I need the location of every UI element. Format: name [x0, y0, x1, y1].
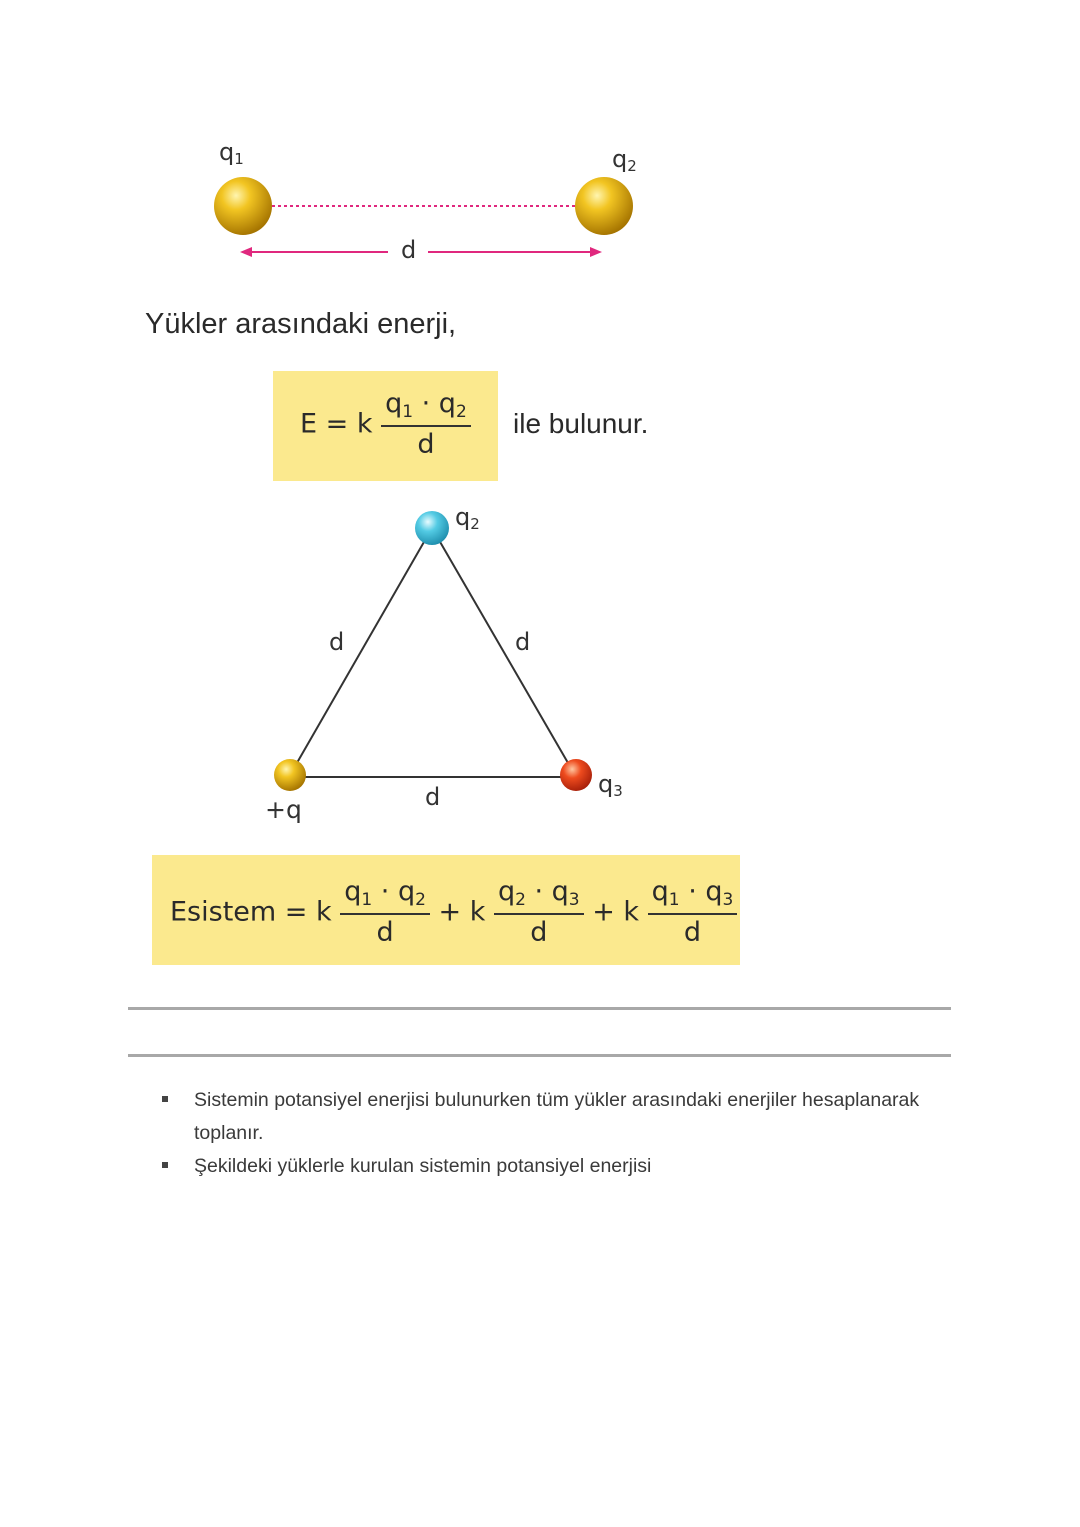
- triangle-figure: [260, 500, 620, 810]
- charge-plus-q-sphere: [274, 759, 306, 791]
- charge-q2-sphere: [575, 177, 633, 235]
- system-energy-formula: [170, 876, 737, 948]
- plus-q-label: +q: [265, 795, 302, 824]
- divider-1: [128, 1007, 951, 1010]
- bullet-square-icon: [162, 1162, 168, 1168]
- triangle-side-right: [432, 528, 575, 775]
- charge-q1-label: $q_1$: [219, 138, 244, 168]
- charge-q2-top-label: $q_2$: [455, 503, 480, 533]
- system-term-1: $\frac{q_1 \cdot q_2}{d}$: [340, 876, 430, 948]
- list-item: Sistemin potansiyel enerjisi bulunurken tüm yükler arasındaki enerjiler hesaplanarak toplanır.: [160, 1084, 960, 1150]
- formula-denominator: d: [417, 429, 435, 460]
- triangle-side-left: [290, 528, 432, 775]
- bullet-list: [160, 1084, 960, 1183]
- arrowhead-left: [240, 247, 252, 257]
- charge-q1-sphere: [214, 177, 272, 235]
- two-charge-figure: [200, 160, 660, 280]
- side-bottom-label: d: [425, 783, 441, 811]
- formula-numerator: $q_1 \cdot q_2$: [381, 388, 471, 427]
- formula-fraction: [381, 388, 471, 460]
- charge-q3-sphere: [560, 759, 592, 791]
- system-term-3: $\frac{q_1 \cdot q_3}{d}$: [648, 876, 738, 948]
- formula-caption: ile bulunur.: [513, 408, 649, 439]
- plus-k-1: + k: [438, 896, 486, 928]
- charge-q2-label: $q_2$: [612, 145, 637, 175]
- charge-q3-label: $q_3$: [598, 770, 623, 800]
- distance-label: d: [401, 236, 417, 264]
- bullet-square-icon: [162, 1096, 168, 1102]
- side-left-label: d: [329, 628, 345, 656]
- arrowhead-right: [590, 247, 602, 257]
- formula-lhs: E = k: [300, 408, 373, 440]
- side-right-label: d: [515, 628, 531, 656]
- list-item: Şekildeki yüklerle kurulan sistemin potansiyel enerjisi: [160, 1150, 960, 1183]
- charge-q2-sphere-top: [415, 511, 449, 545]
- intro-text: Yükler arasındaki enerji,: [145, 308, 457, 340]
- plus-k-2: + k: [592, 896, 640, 928]
- system-term-2: $\frac{q_2 \cdot q_3}{d}$: [494, 876, 584, 948]
- system-formula-lhs: Esistem = k: [170, 896, 332, 928]
- divider-2: [128, 1054, 951, 1057]
- energy-formula: [300, 388, 471, 460]
